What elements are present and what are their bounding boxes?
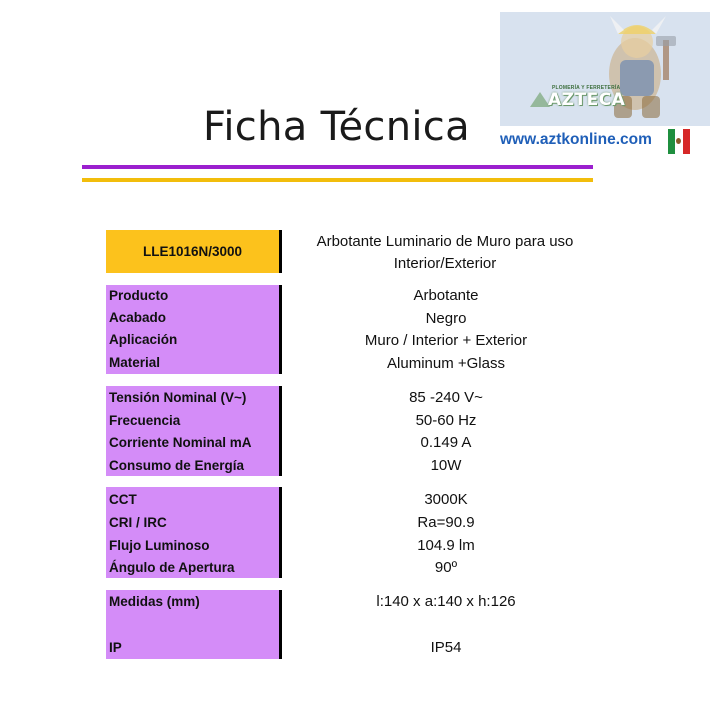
spec-value: l:140 x a:140 x h:126 (376, 593, 516, 610)
spec-label: Corriente Nominal mA (109, 435, 252, 450)
spec-label: Producto (109, 288, 169, 303)
spec-label: Tensión Nominal (V~) (109, 390, 247, 405)
spec-value: Negro (425, 310, 467, 327)
spec-label: Flujo Luminoso (109, 538, 210, 553)
spec-value: 0.149 A (420, 434, 472, 451)
description-line-1: Arbotante Luminario de Muro para uso (316, 233, 574, 250)
spec-label: CRI / IRC (109, 515, 167, 530)
spec-value: Arbotante (413, 287, 479, 304)
mexico-flag-icon (668, 129, 690, 154)
website-link[interactable]: www.aztkonline.com (500, 131, 652, 148)
spec-label: Acabado (109, 310, 167, 325)
spec-value: 85 -240 V~ (409, 389, 483, 406)
model-number: LLE1016N/3000 (142, 244, 243, 259)
product-description (300, 231, 590, 275)
spec-label: Medidas (mm) (109, 594, 200, 609)
spec-value: 50-60 Hz (415, 412, 477, 429)
spec-value: Ra=90.9 (417, 514, 475, 531)
spec-value: 10W (430, 457, 462, 474)
spec-value: 3000K (424, 491, 468, 508)
spec-value: 90º (434, 559, 458, 576)
page-title: Ficha Técnica (203, 104, 470, 150)
spec-label: Material (109, 355, 161, 370)
gold-divider (82, 178, 593, 182)
description-line-2: Interior/Exterior (393, 255, 497, 272)
spec-value: Muro / Interior + Exterior (364, 332, 528, 349)
spec-label: Frecuencia (109, 413, 181, 428)
pyramid-icon (530, 92, 550, 107)
spec-value: Aluminum +Glass (387, 355, 505, 372)
purple-divider (82, 165, 593, 169)
spec-label: Aplicación (109, 332, 178, 347)
spec-label: Consumo de Energía (109, 458, 245, 473)
spec-label: IP (109, 640, 122, 655)
spec-label: CCT (109, 492, 137, 507)
logo-name: AZTECA (548, 90, 626, 110)
spec-value: IP54 (430, 639, 462, 656)
spec-label: Ángulo de Apertura (109, 560, 235, 575)
logo-tagline: PLOMERÍA Y FERRETERÍA (552, 85, 621, 91)
spec-value: 104.9 lm (417, 537, 475, 554)
model-cell (106, 230, 282, 273)
